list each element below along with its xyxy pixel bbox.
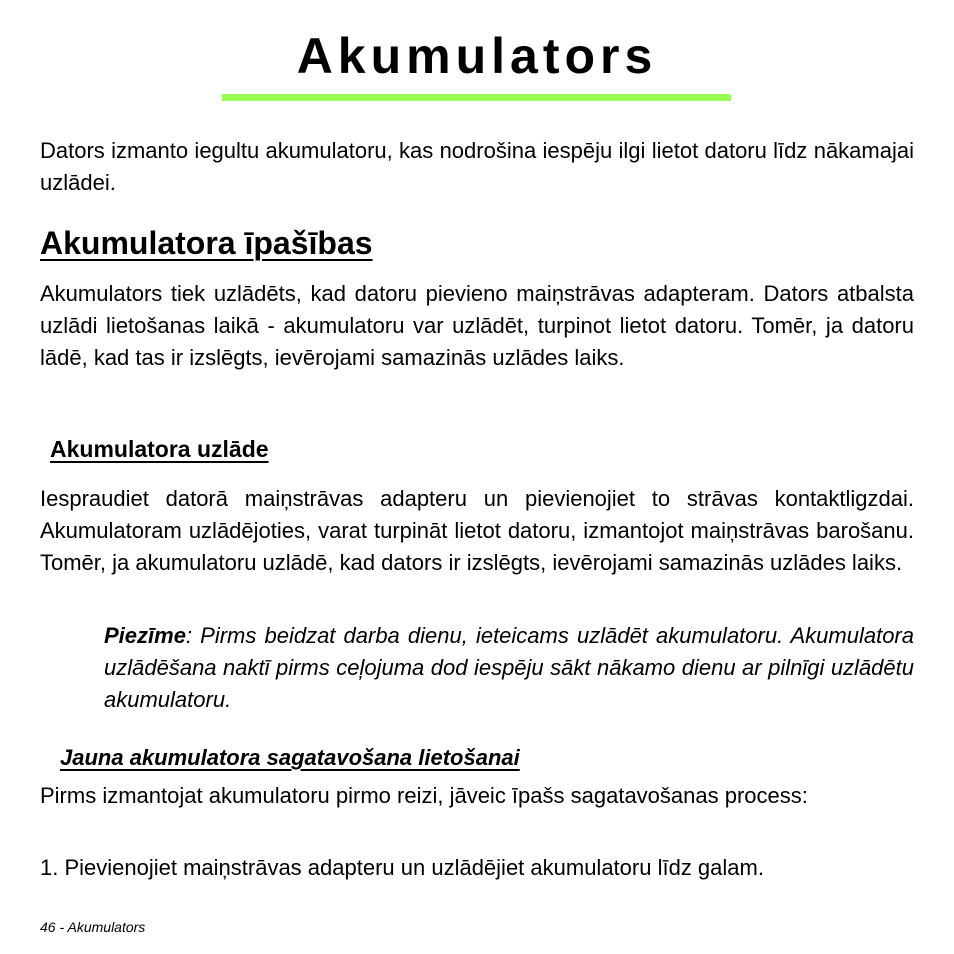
page-footer: 46 - Akumulators: [40, 919, 146, 935]
subsection-heading-battery-charging: Akumulatora uzlāde: [50, 436, 269, 462]
page-title: Akumulators: [296, 28, 658, 84]
note-text: : Pirms beidzat darba dienu, ieteicams uzlādēt akumulatoru. Akumulatora uzlādēšana naktī pirms ceļojuma dod iespēju sākt nākamo dienu ar pilnīgi uzlādētu akumulatoru.: [104, 623, 914, 712]
note-block: [104, 620, 914, 716]
new-battery-paragraph: Pirms izmantojat akumulatoru pirmo reizi, jāveic īpašs sagatavošanas process:: [40, 783, 808, 808]
title-underline-bar: [222, 94, 731, 101]
battery-charging-paragraph: Iespraudiet datorā maiņstrāvas adapteru un pievienojiet to strāvas kontaktligzdai. Akumulatoram uzlādējoties, varat turpināt lietot datoru, izmantojot maiņstrāvas barošanu. Tomēr, ja akumulatoru uzlādē, kad dators ir izslēgts, ievērojami samazinās uzlādes laiks.: [40, 486, 914, 575]
intro-paragraph: Dators izmanto iegultu akumulatoru, kas nodrošina iespēju ilgi lietot datoru līdz nākamajai uzlādei.: [40, 138, 914, 195]
battery-properties-paragraph: Akumulators tiek uzlādēts, kad datoru pievieno maiņstrāvas adapteram. Dators atbalsta uzlādi lietošanas laikā - akumulatoru var uzlādēt, turpinot lietot datoru. Tomēr, ja datoru lādē, kad tas ir izslēgts, ievērojami samazinās uzlādes laiks.: [40, 281, 914, 370]
note-label: Piezīme: [104, 623, 186, 648]
subsection-heading-new-battery: Jauna akumulatora sagatavošana lietošanai: [60, 745, 520, 770]
section-heading-battery-properties: Akumulatora īpašības: [40, 225, 373, 261]
step-1-item: 1. Pievienojiet maiņstrāvas adapteru un uzlādējiet akumulatoru līdz galam.: [40, 855, 764, 880]
